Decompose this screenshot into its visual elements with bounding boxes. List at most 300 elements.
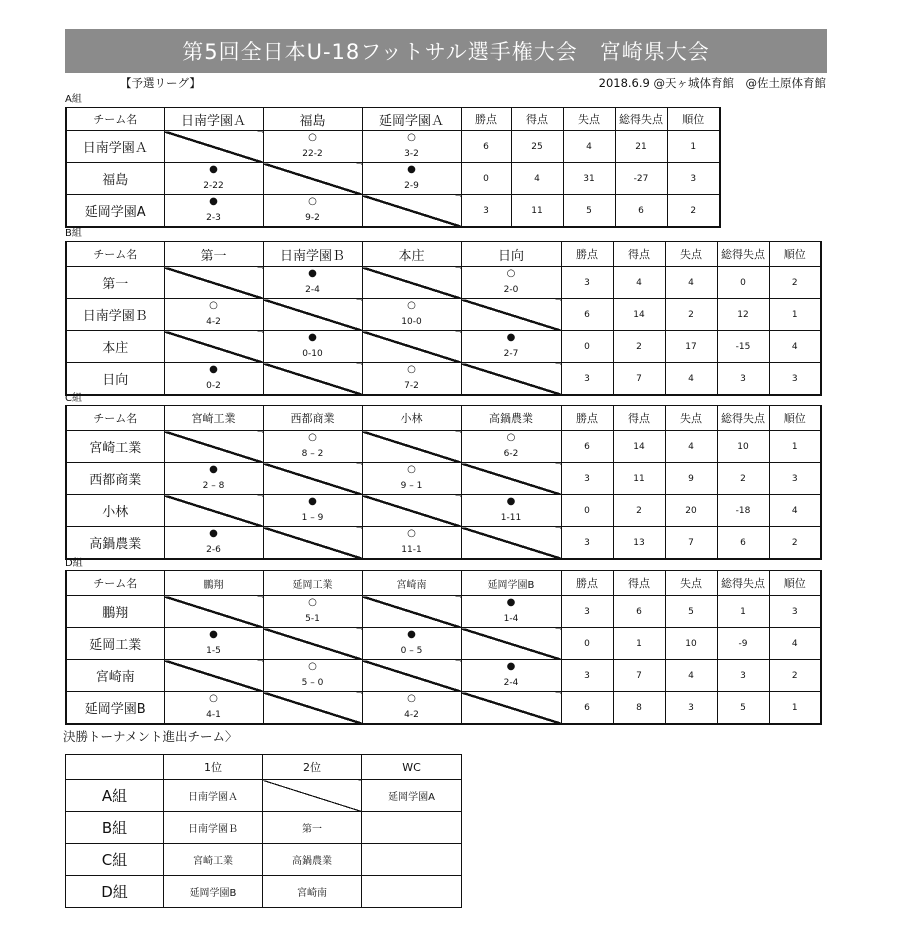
empty-match-cell [263,463,362,495]
header-stat: 総得失点 [717,242,769,267]
loss-mark: ● [308,268,317,279]
stat-goal-diff: 6 [615,195,667,228]
match-result-cell [164,195,263,228]
match-result-cell [362,363,461,396]
stat-rank: 2 [769,660,821,692]
header-team-name: チーム名 [66,406,164,431]
final-section-title: 決勝トーナメント進出チーム〉 [63,729,238,744]
loss-mark: ● [209,528,218,539]
group-table [65,570,822,725]
stat-points: 3 [561,463,613,495]
match-score: 8 – 2 [301,449,324,459]
team-row [66,628,821,660]
header-stat: 失点 [665,571,717,596]
stat-points: 6 [461,131,511,163]
stat-points: 0 [461,163,511,195]
loss-mark: ● [209,364,218,375]
group-label: A組 [65,94,82,105]
header-stat: 順位 [769,571,821,596]
stat-goals-against: 4 [665,431,717,463]
stat-goals-for: 7 [613,363,665,396]
match-score: 4-2 [206,317,221,327]
win-mark: ○ [407,132,416,143]
header-opponent: 鵬翔 [164,571,263,596]
empty-match-cell [164,431,263,463]
final-header-row [66,755,462,780]
stat-goal-diff: 0 [717,267,769,299]
stat-goals-for: 6 [613,596,665,628]
stat-goal-diff: 10 [717,431,769,463]
final-second: 高鍋農業 [263,844,362,876]
team-name: 日南学園Ｂ [66,299,164,331]
match-result-cell [461,596,561,628]
team-row [66,363,821,396]
loss-mark: ● [308,332,317,343]
match-score: 4-1 [206,710,221,720]
empty-match-cell [362,660,461,692]
stat-goals-against: 4 [563,131,615,163]
win-mark: ○ [209,693,218,704]
header-opponent: 延岡工業 [263,571,362,596]
match-result-cell [164,628,263,660]
team-row [66,299,821,331]
stat-rank: 2 [769,527,821,560]
match-score: 0-10 [302,349,323,359]
stat-goals-for: 2 [613,495,665,527]
empty-match-cell [164,267,263,299]
stat-goals-for: 14 [613,431,665,463]
empty-match-cell [263,299,362,331]
win-mark: ○ [407,464,416,475]
final-header-wc: WC [362,755,462,780]
stat-rank: 3 [769,363,821,396]
team-row [66,527,821,560]
header-team-name: チーム名 [66,571,164,596]
match-score: 2-0 [503,285,519,295]
stat-points: 3 [561,527,613,560]
stat-goals-against: 9 [665,463,717,495]
loss-mark: ● [506,597,516,608]
stat-points: 3 [461,195,511,228]
match-result-cell [461,431,561,463]
team-row [66,463,821,495]
match-score: 2-3 [206,213,221,223]
match-score: 2-9 [404,181,419,191]
match-score: 4-2 [404,710,419,720]
stat-goal-diff: 5 [717,692,769,725]
stat-goals-for: 25 [511,131,563,163]
stat-points: 3 [561,660,613,692]
team-row [66,131,720,163]
final-first: 日南学園Ｂ [164,812,263,844]
stat-goal-diff: 6 [717,527,769,560]
stat-goals-for: 4 [613,267,665,299]
match-score: 7-2 [404,381,419,391]
final-group-label: C組 [66,844,164,876]
header-stat: 勝点 [561,242,613,267]
header-opponent: 本庄 [362,242,461,267]
header-stat: 失点 [665,242,717,267]
stat-rank: 4 [769,331,821,363]
stat-goals-against: 3 [665,692,717,725]
team-name: 日南学園Ａ [66,131,164,163]
match-result-cell [362,628,461,660]
group-table [65,405,822,560]
match-score: 3-2 [404,149,419,159]
group-header-row [66,571,821,596]
match-result-cell [362,463,461,495]
empty-match-cell [164,495,263,527]
win-mark: ○ [209,300,218,311]
loss-mark: ● [407,629,416,640]
stat-goals-against: 5 [665,596,717,628]
match-score: 2-22 [203,181,224,191]
empty-match-cell [362,331,461,363]
final-first: 宮崎工業 [164,844,263,876]
team-row [66,431,821,463]
match-result-cell [263,331,362,363]
stat-goal-diff: -15 [717,331,769,363]
win-mark: ○ [308,661,317,672]
empty-match-cell [164,660,263,692]
final-row-b [66,812,462,844]
match-score: 1-5 [206,646,221,656]
header-opponent: 日南学園Ｂ [263,242,362,267]
team-name: 宮崎工業 [66,431,164,463]
subtitle-date-venue: 2018.6.9 @天ヶ城体育館 @佐土原体育館 [598,76,826,90]
loss-mark: ● [209,464,218,475]
final-wc [362,812,462,844]
stat-goals-against: 7 [665,527,717,560]
empty-match-cell [362,495,461,527]
page-title: 第5回全日本U-18フットサル選手権大会 宮崎県大会 [65,29,827,73]
match-score: 2 – 8 [202,481,225,491]
group-label: D組 [65,558,83,569]
match-result-cell [263,195,362,228]
group-label: C組 [65,393,82,404]
stat-goal-diff: 1 [717,596,769,628]
match-result-cell [461,331,561,363]
stat-goals-against: 5 [563,195,615,228]
final-first: 延岡学園B [164,876,263,908]
empty-match-cell [461,463,561,495]
match-result-cell [164,163,263,195]
match-result-cell [362,131,461,163]
team-row [66,692,821,725]
loss-mark: ● [209,164,218,175]
empty-match-cell [362,431,461,463]
stat-goals-for: 11 [511,195,563,228]
win-mark: ○ [407,528,416,539]
match-score: 0 – 5 [400,646,423,656]
stat-goals-for: 11 [613,463,665,495]
header-opponent: 高鍋農業 [461,406,561,431]
empty-match-cell [164,596,263,628]
team-row [66,660,821,692]
loss-mark: ● [506,332,516,343]
match-score: 6-2 [503,449,519,459]
match-result-cell [164,363,263,396]
match-score: 2-6 [206,545,221,555]
stat-goal-diff: 21 [615,131,667,163]
loss-mark: ● [308,496,317,507]
empty-match-cell [263,628,362,660]
header-stat: 順位 [769,406,821,431]
header-stat: 勝点 [561,571,613,596]
header-stat: 総得失点 [717,406,769,431]
stat-rank: 4 [769,628,821,660]
match-score: 2-4 [305,285,320,295]
match-result-cell [164,692,263,725]
header-opponent: 日南学園Ａ [164,108,263,131]
stat-goal-diff: -27 [615,163,667,195]
match-score: 10-0 [401,317,422,327]
win-mark: ○ [308,432,317,443]
final-second: 第一 [263,812,362,844]
team-row [66,267,821,299]
stat-goals-against: 10 [665,628,717,660]
team-row [66,495,821,527]
header-stat: 得点 [613,406,665,431]
team-name: 西都商業 [66,463,164,495]
header-stat: 順位 [667,108,720,131]
final-row-c [66,844,462,876]
stat-goals-against: 4 [665,363,717,396]
header-opponent: 第一 [164,242,263,267]
stat-points: 0 [561,331,613,363]
team-name: 第一 [66,267,164,299]
stat-points: 3 [561,596,613,628]
stat-goal-diff: 12 [717,299,769,331]
header-stat: 総得失点 [615,108,667,131]
group-header-row [66,406,821,431]
stat-points: 0 [561,495,613,527]
stat-goals-for: 8 [613,692,665,725]
match-score: 11-1 [401,545,422,555]
stat-goal-diff: 3 [717,363,769,396]
loss-mark: ● [407,164,416,175]
stat-goal-diff: 3 [717,660,769,692]
empty-match-cell [164,131,263,163]
win-mark: ○ [407,693,416,704]
stat-goals-against: 4 [665,660,717,692]
win-mark: ○ [308,597,317,608]
stat-rank: 1 [769,299,821,331]
team-name: 福島 [66,163,164,195]
match-score: 1 – 9 [301,513,324,523]
final-group-label: D組 [66,876,164,908]
stat-rank: 4 [769,495,821,527]
final-row-a [66,780,462,812]
match-result-cell [461,267,561,299]
stat-points: 6 [561,431,613,463]
stat-goals-against: 4 [665,267,717,299]
team-name: 鵬翔 [66,596,164,628]
empty-match-cell [263,692,362,725]
stat-goals-against: 20 [665,495,717,527]
match-score: 0-2 [206,381,221,391]
stat-points: 6 [561,299,613,331]
empty-match-cell [164,331,263,363]
stat-points: 6 [561,692,613,725]
stat-goal-diff: -18 [717,495,769,527]
stat-rank: 3 [667,163,720,195]
stat-goals-against: 17 [665,331,717,363]
header-team-name: チーム名 [66,108,164,131]
empty-match-cell [461,299,561,331]
match-result-cell [461,660,561,692]
final-header-blank [66,755,164,780]
stat-rank: 1 [769,431,821,463]
header-stat: 順位 [769,242,821,267]
final-table [65,754,462,908]
final-second: 宮崎南 [263,876,362,908]
final-wc [362,844,462,876]
final-first: 日南学園Ａ [164,780,263,812]
group-table [65,107,721,228]
match-score: 5 – 0 [301,678,324,688]
match-score: 9-2 [305,213,320,223]
match-score: 1-11 [500,513,522,523]
header-stat: 総得失点 [717,571,769,596]
empty-match-cell [461,692,561,725]
stat-rank: 3 [769,463,821,495]
loss-mark: ● [506,661,516,672]
team-row [66,596,821,628]
header-stat: 得点 [613,571,665,596]
match-result-cell [263,596,362,628]
match-result-cell [362,163,461,195]
match-result-cell [263,431,362,463]
match-result-cell [164,299,263,331]
match-result-cell [164,463,263,495]
stat-points: 0 [561,628,613,660]
group-table [65,241,822,396]
group-label: B組 [65,228,82,239]
final-group-label: A組 [66,780,164,812]
empty-match-cell [461,527,561,560]
match-result-cell [263,495,362,527]
stat-points: 3 [561,267,613,299]
header-stat: 得点 [511,108,563,131]
header-opponent: 延岡学園Ａ [362,108,461,131]
stat-goal-diff: -9 [717,628,769,660]
stat-points: 3 [561,363,613,396]
match-score: 2-4 [503,678,519,688]
win-mark: ○ [407,300,416,311]
loss-mark: ● [209,629,218,640]
team-name: 延岡学園B [66,692,164,725]
team-name: 日向 [66,363,164,396]
match-score: 1-4 [503,614,519,624]
stat-goals-for: 13 [613,527,665,560]
match-result-cell [362,527,461,560]
empty-match-cell [362,596,461,628]
team-name: 高鍋農業 [66,527,164,560]
stat-goals-for: 14 [613,299,665,331]
stat-goals-for: 7 [613,660,665,692]
win-mark: ○ [506,432,516,443]
final-second-empty [263,780,362,812]
win-mark: ○ [308,132,317,143]
stat-rank: 1 [769,692,821,725]
team-name: 本庄 [66,331,164,363]
group-header-row [66,242,821,267]
final-wc: 延岡学園A [362,780,462,812]
stat-goals-for: 4 [511,163,563,195]
final-group-label: B組 [66,812,164,844]
subtitle-league: 【予選リーグ】 [120,76,201,90]
final-wc [362,876,462,908]
header-opponent: 日向 [461,242,561,267]
win-mark: ○ [407,364,416,375]
empty-match-cell [461,363,561,396]
match-result-cell [164,527,263,560]
stat-goals-against: 2 [665,299,717,331]
match-score: 9 – 1 [400,481,423,491]
loss-mark: ● [209,196,218,207]
match-result-cell [461,495,561,527]
stat-goal-diff: 2 [717,463,769,495]
stat-rank: 3 [769,596,821,628]
match-score: 2-7 [503,349,519,359]
team-row [66,163,720,195]
header-opponent: 小林 [362,406,461,431]
header-stat: 勝点 [461,108,511,131]
match-result-cell [362,299,461,331]
header-opponent: 宮崎南 [362,571,461,596]
win-mark: ○ [506,268,516,279]
header-stat: 失点 [665,406,717,431]
empty-match-cell [461,628,561,660]
match-result-cell [263,660,362,692]
final-row-d [66,876,462,908]
header-opponent: 福島 [263,108,362,131]
stat-goals-against: 31 [563,163,615,195]
empty-match-cell [263,363,362,396]
header-opponent: 延岡学園B [461,571,561,596]
match-result-cell [263,267,362,299]
group-header-row [66,108,720,131]
team-name: 延岡工業 [66,628,164,660]
header-stat: 得点 [613,242,665,267]
stat-goals-for: 2 [613,331,665,363]
header-opponent: 宮崎工業 [164,406,263,431]
stat-rank: 1 [667,131,720,163]
stat-rank: 2 [769,267,821,299]
empty-match-cell [362,195,461,228]
header-opponent: 西都商業 [263,406,362,431]
match-score: 5-1 [305,614,320,624]
team-row [66,331,821,363]
team-name: 宮崎南 [66,660,164,692]
win-mark: ○ [308,196,317,207]
header-stat: 勝点 [561,406,613,431]
stat-rank: 2 [667,195,720,228]
match-score: 22-2 [302,149,323,159]
match-result-cell [362,692,461,725]
match-result-cell [263,131,362,163]
stat-goals-for: 1 [613,628,665,660]
team-row [66,195,720,228]
header-team-name: チーム名 [66,242,164,267]
empty-match-cell [362,267,461,299]
empty-match-cell [263,527,362,560]
final-header-first: 1位 [164,755,263,780]
loss-mark: ● [506,496,516,507]
team-name: 延岡学園A [66,195,164,228]
header-stat: 失点 [563,108,615,131]
